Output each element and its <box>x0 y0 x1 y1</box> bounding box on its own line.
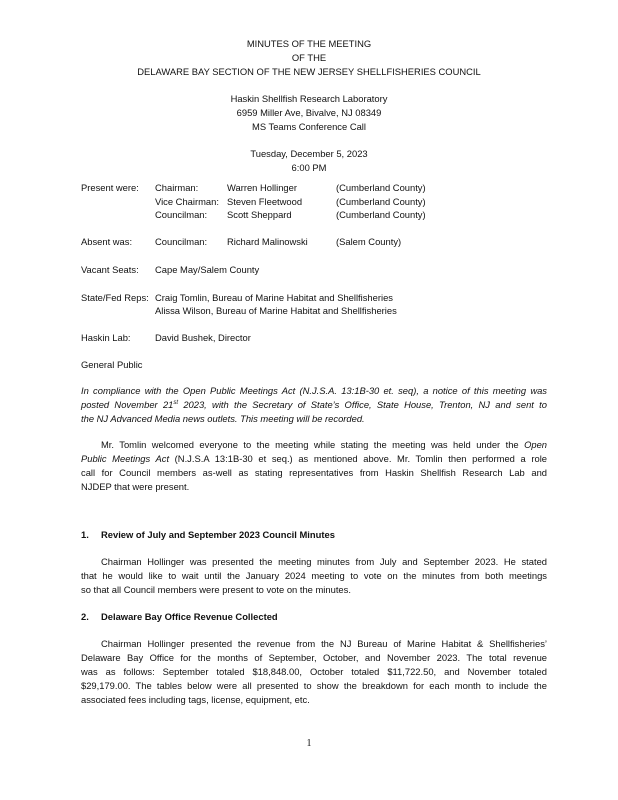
absent-county: (Salem County) <box>336 236 402 247</box>
welcome-line-3: call for Council members as-well as stating representatives from Haskin Shellfish Research Lab and <box>81 467 547 478</box>
vacant-value: Cape May/Salem County <box>155 264 260 275</box>
welcome-line-1-italic: Open <box>524 439 547 450</box>
compliance-line-1: In compliance with the Open Public Meetings Act (N.J.S.A. 13:1B-30 et. seq), a notice of this meeting was <box>81 385 547 396</box>
present-county-3: (Cumberland County) <box>336 209 426 220</box>
meeting-date: Tuesday, December 5, 2023 <box>250 148 368 159</box>
welcome-line-2-italic: Public Meetings Act <box>81 453 170 464</box>
present-label: Present were: <box>81 182 139 193</box>
section-1-line-1: Chairman Hollinger was presented the meeting minutes from July and September 2023. He stated <box>101 556 547 567</box>
state-fed-rep-2: Alissa Wilson, Bureau of Marine Habitat and Shellfisheries <box>155 305 397 316</box>
compliance-line-2-sup: st <box>173 399 179 406</box>
title-line-2: OF THE <box>291 52 327 63</box>
welcome-line-2 <box>81 452 547 466</box>
present-role-3: Councilman: <box>155 209 208 220</box>
present-name-1: Warren Hollinger <box>227 182 297 193</box>
section-1-number: 1. <box>81 529 89 540</box>
section-2-line-1: Chairman Hollinger presented the revenue from the NJ Bureau of Marine Habitat & Shellfisheries’ <box>101 638 547 649</box>
present-county-2: (Cumberland County) <box>336 196 426 207</box>
title-line-3: DELAWARE BAY SECTION OF THE NEW JERSEY SHELLFISHERIES COUNCIL <box>137 66 481 77</box>
present-county-1: (Cumberland County) <box>336 182 426 193</box>
haskin-value: David Bushek, Director <box>155 332 251 343</box>
page-number: 1 <box>306 738 312 749</box>
absent-name: Richard Malinowski <box>227 236 308 247</box>
state-fed-label: State/Fed Reps: <box>81 292 149 303</box>
welcome-line-1 <box>101 438 547 452</box>
section-2-line-3: was as follows: September totaled $18,848.00, October totaled $11,722.50, and November totaled <box>81 666 547 677</box>
compliance-line-2a: posted November 21 <box>81 399 174 410</box>
welcome-line-1a: Mr. Tomlin welcomed everyone to the meeting while stating the meeting was held under the <box>101 439 525 450</box>
section-1-line-3: so that all Council members were present to vote on the minutes. <box>81 584 351 595</box>
section-1-title: Review of July and September 2023 Council Minutes <box>101 529 335 540</box>
section-1-line-2: that he would like to wait until the January 2024 meeting to vote on the minutes from both meetings <box>81 570 547 581</box>
location-line-2: 6959 Miller Ave, Bivalve, NJ 08349 <box>236 107 382 118</box>
section-2-line-4: $29,179.00. The tables below were all presented to show the breakdown for each month to include the <box>81 680 547 691</box>
haskin-label: Haskin Lab: <box>81 332 131 343</box>
meeting-time: 6:00 PM <box>291 162 327 173</box>
section-2-number: 2. <box>81 611 89 622</box>
absent-role: Councilman: <box>155 236 208 247</box>
section-2-line-2: Delaware Bay Office for the months of September, October, and November 2023. The total revenue <box>81 652 547 663</box>
present-role-1: Chairman: <box>155 182 199 193</box>
title-line-1: MINUTES OF THE MEETING <box>246 38 372 49</box>
general-public: General Public <box>81 359 143 370</box>
compliance-line-2 <box>81 398 547 412</box>
section-2-title: Delaware Bay Office Revenue Collected <box>101 611 278 622</box>
compliance-line-3: the NJ Advanced Media news outlets. This meeting will be recorded. <box>81 413 365 424</box>
vacant-label: Vacant Seats: <box>81 264 139 275</box>
location-line-3: MS Teams Conference Call <box>252 121 366 132</box>
welcome-line-4: NJDEP that were present. <box>81 481 190 492</box>
present-role-2: Vice Chairman: <box>155 196 219 207</box>
present-name-3: Scott Sheppard <box>227 209 292 220</box>
compliance-line-2b: 2023, with the Secretary of State’s Office, State House, Trenton, NJ and sent to <box>178 399 547 410</box>
present-name-2: Steven Fleetwood <box>227 196 303 207</box>
absent-label: Absent was: <box>81 236 133 247</box>
location-line-1: Haskin Shellfish Research Laboratory <box>230 93 388 104</box>
section-2-line-5: associated fees including tags, license, equipment, etc. <box>81 694 310 705</box>
state-fed-rep-1: Craig Tomlin, Bureau of Marine Habitat and Shellfisheries <box>155 292 393 303</box>
welcome-line-2b: (N.J.S.A 13:1B-30 et seq.) as mentioned above. Mr. Tomlin then performed a role <box>169 453 547 464</box>
